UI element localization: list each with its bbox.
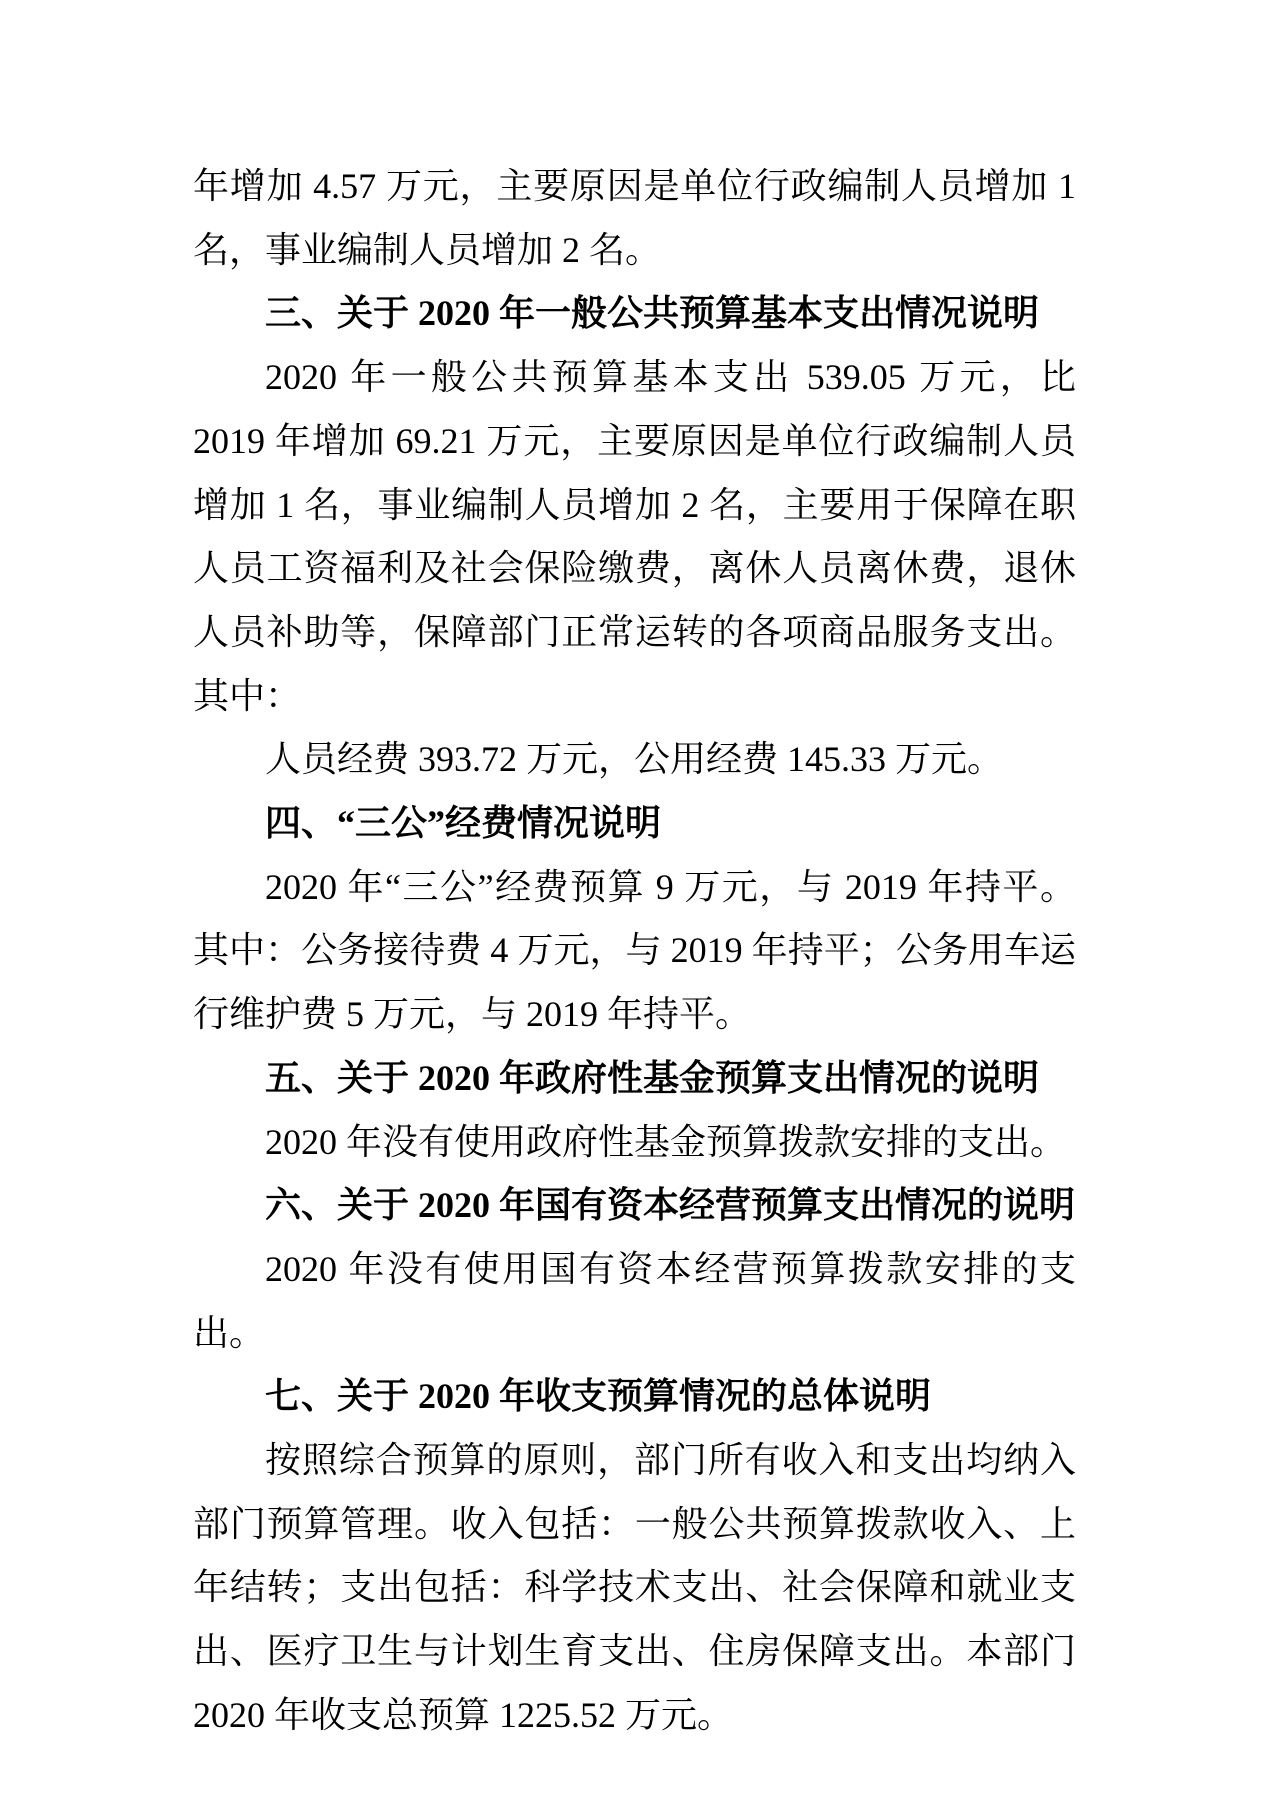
paragraph-three-public-expenses-detail: 2020 年“三公”经费预算 9 万元，与 2019 年持平。其中：公务接待费 4 万元，与 2019 年持平；公务用车运行维护费 5 万元，与 2019 年持平。 — [193, 866, 1076, 1035]
section-heading-6-state-capital-budget: 六、关于 2020 年国有资本经营预算支出情况的说明 — [265, 1185, 1076, 1226]
paragraph-prior-year-increase-continuation: 年增加 4.57 万元，主要原因是单位行政编制人员增加 1 名，事业编制人员增加 2 名。 — [193, 166, 1076, 270]
section-heading-3-basic-expenditure: 三、关于 2020 年一般公共预算基本支出情况说明 — [265, 293, 1040, 334]
paragraph-state-capital-budget-detail: 2020 年没有使用国有资本经营预算拨款安排的支出。 — [193, 1248, 1076, 1353]
paragraph-personnel-and-public-funds: 人员经费 393.72 万元，公用经费 145.33 万元。 — [265, 739, 1004, 780]
document-body — [193, 155, 1076, 1748]
section-heading-7-overall-budget: 七、关于 2020 年收支预算情况的总体说明 — [265, 1376, 932, 1417]
paragraph-basic-expenditure-detail: 2020 年一般公共预算基本支出 539.05 万元，比 2019 年增加 69.21 万元，主要原因是单位行政编制人员增加 1 名，事业编制人员增加 2 名，主要用于保障在职人员工资福利及社会保险缴费，离休人员离休费，退休人员补助等，保障部门正常运转的各项商品服务支出。其中： — [193, 357, 1076, 716]
section-heading-4-three-public-expenses: 四、“三公”经费情况说明 — [265, 803, 662, 844]
paragraph-overall-budget-detail: 按照综合预算的原则，部门所有收入和支出均纳入部门预算管理。收入包括：一般公共预算拨款收入、上年结转；支出包括：科学技术支出、社会保障和就业支出、医疗卫生与计划生育支出、住房保障支出。本部门 2020 年收支总预算 1225.52 万元。 — [193, 1440, 1076, 1735]
paragraph-government-fund-budget-detail: 2020 年没有使用政府性基金预算拨款安排的支出。 — [265, 1121, 1067, 1162]
section-heading-5-government-fund-budget: 五、关于 2020 年政府性基金预算支出情况的说明 — [265, 1057, 1040, 1098]
